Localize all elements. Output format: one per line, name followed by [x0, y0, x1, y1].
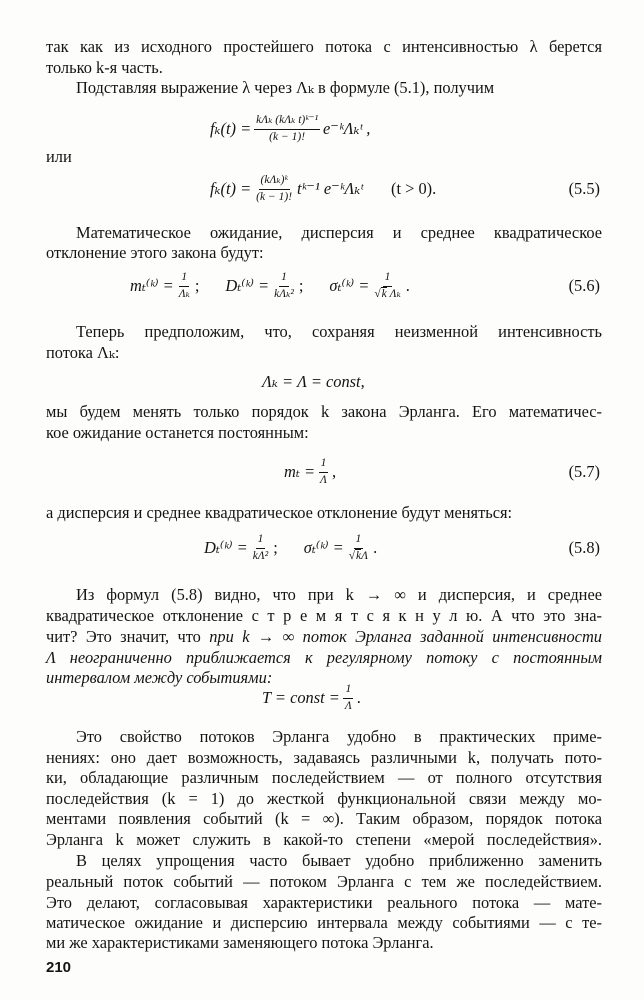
text-line: В целях упрощения часто бывает удобно приближенно заменить [76, 851, 602, 870]
equation-lhs: Dₜ⁽ᵏ⁾ = [204, 537, 248, 557]
text-line: ментами появления событий (k = ∞). Таким образом, порядок потока [46, 809, 602, 828]
page-number: 210 [46, 959, 72, 976]
denominator: kΛ² [252, 549, 269, 562]
fraction [372, 272, 402, 300]
denominator: Λ [344, 699, 352, 712]
text-line: последействия (k = 1) до жесткой функциональной связи между мо- [46, 789, 602, 808]
numerator: 1 [383, 272, 393, 287]
equation-5-5 [0, 167, 644, 211]
equation-lhs: Dₜ⁽ᵏ⁾ = [225, 275, 270, 295]
text-line: квадратическое отклонение с т р е м я т с я к н у л ю. А что это зна- [46, 606, 602, 625]
equation-condition: (t > 0). [391, 178, 437, 198]
text-line: ки, обладающие различным последействием — от полного отсутствия [46, 768, 602, 787]
equation-tail: e⁻ᵏΛₖᵗ , [323, 118, 371, 138]
denominator: Λₖ [178, 287, 190, 300]
text-line: Из формул (5.8) видно, что при k → ∞ и дисперсия, и среднее [76, 585, 602, 604]
text-line: кое ожидание останется постоянным: [46, 423, 309, 442]
text-line: Эрланга k может служить в какой-то степени «мерой последействия». [46, 830, 602, 849]
equation-number: (5.6) [568, 276, 600, 295]
numerator: kΛₖ (kΛₖ t)ᵏ⁻¹ [254, 115, 320, 130]
fraction [347, 534, 370, 562]
text-line: реальный поток событий — потоком Эрланга с тем же последействием. [46, 872, 602, 891]
numerator: 1 [343, 684, 353, 699]
equation-number: (5.5) [568, 179, 600, 198]
denominator: √kΛ [348, 549, 369, 562]
fraction [272, 272, 296, 300]
fraction [254, 115, 320, 143]
equation-5-8: Dₜ⁽ᵏ⁾ = $\frac{1}{\text{kΛ²}}$ ; σₜ⁽ᵏ⁾ = $\frac{1}{√k\Lambda}$ . (5.8) [204, 533, 600, 562]
text-line: потока Λₖ: [46, 343, 120, 362]
emphasis-text: при k → ∞ поток Эрланга заданной интенсивности [209, 627, 602, 646]
numerator: 1 [319, 458, 329, 473]
equation-regular: T = const = $\frac{1}{\Lambda}$ . [262, 683, 361, 712]
text-line: так как из исходного простейшего потока с интенсивностью λ берется [46, 37, 602, 56]
numerator: 1 [354, 534, 364, 549]
equation-lhs: σₜ⁽ᵏ⁾ = [329, 275, 370, 295]
text-line: Подставляя выражение λ через Λₖ в формуле (5.1), получим [76, 78, 495, 97]
equation-lhs: mₜ = [284, 461, 316, 481]
text-line: Это делают, согласовывая характеристики реального потока — мате- [46, 893, 602, 912]
denominator: (k − 1)! [269, 130, 306, 143]
text-line [46, 627, 602, 648]
numerator: (kΛₖ)ᵏ [259, 175, 290, 190]
fraction [251, 534, 271, 562]
text-line: Теперь предположим, что, сохраняя неизменной интенсивность [76, 322, 602, 341]
equation-lhs: fₖ(t) = [210, 118, 252, 138]
equation-number: (5.8) [568, 538, 600, 557]
text-line: отклонение этого закона будут: [46, 243, 264, 262]
text-line: только k-я часть. [46, 58, 163, 77]
denominator: √k Λₖ [374, 287, 401, 300]
emphasis-text: Λ неограниченно приближается к регулярному потоку с постоянным [46, 648, 602, 667]
equation-const [0, 360, 644, 404]
equation-number: (5.7) [568, 462, 600, 481]
text-line: или [46, 147, 72, 166]
equation-5-6: mₜ⁽ᵏ⁾ = $\frac{1}{\text{Λₖ}}$ ; Dₜ⁽ᵏ⁾ = $\frac{1}{\text{kΛₖ²}}$ ; σₜ⁽ᵏ⁾ = $\frac{1}{\text{√k Λₖ}}$ . (5.6) [130, 271, 600, 300]
equation-lhs: mₜ⁽ᵏ⁾ = [130, 275, 174, 295]
fraction [318, 458, 329, 486]
equation-lhs: σₜ⁽ᵏ⁾ = [303, 537, 344, 557]
fraction [343, 684, 354, 712]
fraction [177, 272, 192, 300]
text-line: мы будем менять только порядок k закона Эрланга. Его математичес- [46, 402, 602, 421]
denominator: (k − 1)! [256, 190, 293, 203]
fraction [254, 175, 294, 203]
text-line: ми же характеристиками заменяющего потока Эрланга. [46, 933, 434, 952]
equation-lhs: T = const = [262, 687, 340, 707]
text-span: чит? Это значит, что [46, 627, 201, 646]
equation-lhs: fₖ(t) = [210, 178, 252, 198]
text-line: а дисперсия и среднее квадратическое отклонение будут меняться: [46, 503, 513, 522]
emphasis-text: интервалом между событиями: [46, 668, 273, 687]
numerator: 1 [279, 272, 289, 287]
equation-text: Λₖ = Λ = const, [262, 371, 365, 391]
text-line: нениях: оно дает возможность, задаваясь различными k, получать пото- [46, 748, 602, 767]
text-line: Это свойство потоков Эрланга удобно в практических приме- [76, 727, 602, 746]
equation-tail: tᵏ⁻¹ e⁻ᵏΛₖᵗ [297, 178, 364, 198]
denominator: Λ [320, 473, 327, 486]
text-line: Математическое ожидание, дисперсия и среднее квадратическое [76, 223, 602, 242]
numerator: 1 [256, 534, 266, 549]
equation-5-7: mₜ = $\frac{1}{\Lambda}$ , (5.7) [284, 457, 600, 486]
text-line: матическое ожидание и дисперсию интервала между событиями — с те- [46, 913, 602, 932]
equation-1 [0, 107, 644, 151]
denominator: kΛₖ² [274, 287, 294, 300]
numerator: 1 [179, 272, 189, 287]
